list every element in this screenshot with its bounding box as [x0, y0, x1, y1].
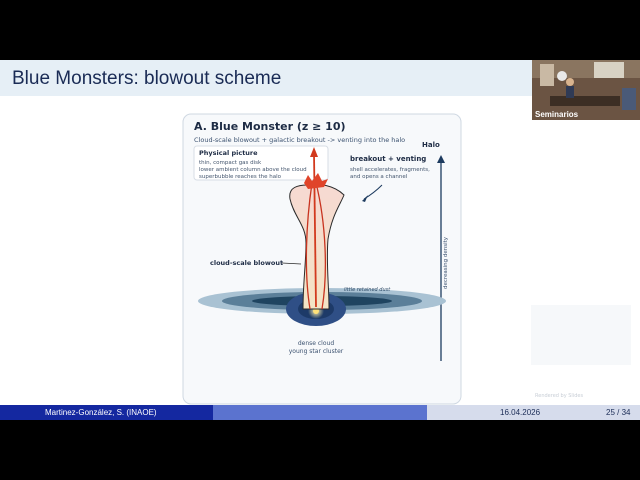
footer [0, 405, 640, 420]
footer-middle-section [213, 405, 427, 420]
breakout-line-2: and opens a channel [350, 174, 408, 180]
physical-picture-line-2: lower ambient column above the cloud [199, 167, 307, 173]
density-axis-label: decreasing density [443, 236, 449, 290]
breakout-line-1: shell accelerates, fragments, [350, 167, 430, 173]
faint-overlay-text: Rendered by Slides [535, 393, 584, 399]
title-bar [0, 60, 532, 96]
faint-overlay [531, 305, 631, 405]
physical-picture-heading: Physical picture [199, 149, 258, 157]
breakout-heading: breakout + venting [350, 155, 427, 163]
slide [0, 60, 640, 420]
cloud-label: dense cloud [297, 340, 335, 347]
footer-right-section [427, 405, 640, 420]
halo-label: Halo [422, 141, 440, 149]
footer-page-number: 25 / 34 [606, 408, 631, 417]
dust-label: little retained dust [344, 287, 391, 293]
diagram-figure [182, 113, 462, 405]
video-label: Seminarios [535, 110, 579, 119]
cluster-label: young star cluster [288, 348, 344, 355]
panel-subtitle: Cloud-scale blowout + galactic breakout -> venting into the halo [194, 136, 406, 144]
physical-picture-line-3: superbubble reaches the halo [199, 174, 282, 180]
panel-title: A. Blue Monster (z ≥ 10) [194, 120, 346, 133]
footer-date: 16.04.2026 [500, 408, 541, 417]
cloud-blowout-label: cloud-scale blowout [210, 259, 284, 267]
footer-author: Martinez-González, S. (INAOE) [45, 408, 157, 417]
physical-picture-line-1: thin, compact gas disk [199, 160, 262, 166]
video-thumbnail[interactable] [532, 60, 640, 120]
footer-author-section [0, 405, 213, 420]
slide-title: Blue Monsters: blowout scheme [12, 68, 282, 89]
